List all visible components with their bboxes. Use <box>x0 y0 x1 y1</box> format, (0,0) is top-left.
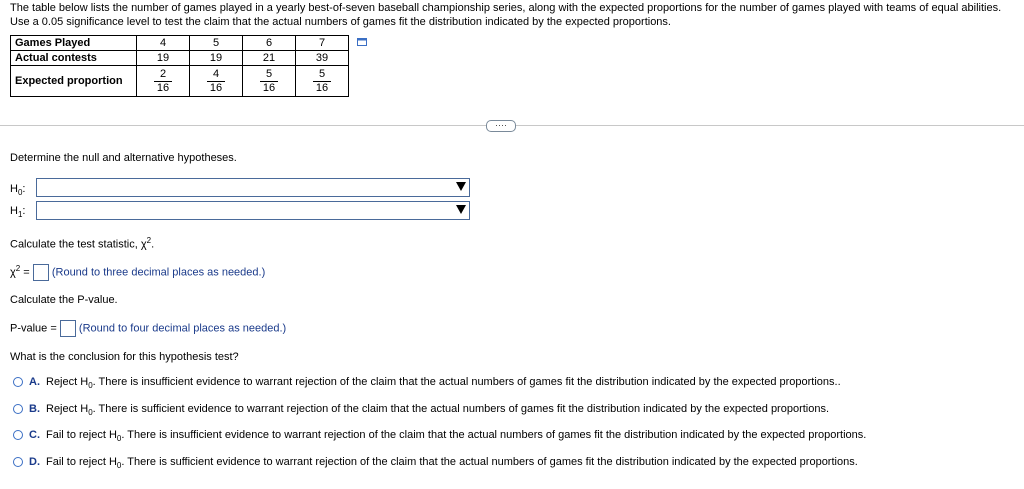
option-subscript: 0 <box>116 434 122 444</box>
row-label-games-played: Games Played <box>11 36 137 51</box>
option-subscript: 0 <box>116 461 122 471</box>
radio-icon[interactable] <box>13 404 23 414</box>
actual-cell: 21 <box>243 51 296 66</box>
games-cell: 5 <box>190 36 243 51</box>
actual-cell: 19 <box>190 51 243 66</box>
fraction-denominator: 16 <box>315 81 329 94</box>
h1-subscript: 1 <box>17 210 23 220</box>
test-stat-row <box>10 264 265 281</box>
option-text: . There is insufficient evidence to warrant rejection of the claim that the actual numbers of games fit the distribution indicated by the expected proportions. <box>121 429 867 441</box>
option-letter: A. <box>29 376 40 388</box>
pvalue-prompt: Calculate the P-value. <box>10 294 118 306</box>
pvalue-label: P-value = <box>10 322 57 335</box>
chi-square-hint: (Round to three decimal places as needed.) <box>51 266 266 279</box>
chi-square-label: χ <box>10 266 16 279</box>
games-cell: 6 <box>243 36 296 51</box>
option-letter: C. <box>29 429 40 441</box>
fraction <box>207 68 225 95</box>
option-subscript: 0 <box>88 408 93 418</box>
fraction-numerator: 2 <box>154 68 172 82</box>
option-letter: D. <box>29 456 40 468</box>
copy-icon[interactable] <box>357 38 367 46</box>
hypotheses-prompt: Determine the null and alternative hypotheses. <box>10 152 237 164</box>
row-label-actual: Actual contests <box>11 51 137 66</box>
h0-label <box>10 183 25 197</box>
option-a[interactable] <box>13 376 841 390</box>
h0-colon: : <box>22 183 26 195</box>
data-table <box>10 35 349 97</box>
chi-square-input[interactable] <box>33 264 49 281</box>
conclusion-prompt: What is the conclusion for this hypothesis test? <box>10 351 239 363</box>
row-label-expected: Expected proportion <box>11 66 137 97</box>
radio-icon[interactable] <box>13 377 23 387</box>
option-text: . There is insufficient evidence to warrant rejection of the claim that the actual numbers of games fit the distribution indicated by the expected proportions.. <box>92 376 841 388</box>
actual-cell: 39 <box>296 51 349 66</box>
games-cell: 4 <box>137 36 190 51</box>
option-b[interactable] <box>13 403 829 417</box>
h0-subscript: 0 <box>17 188 23 198</box>
test-stat-prompt <box>10 236 154 251</box>
fraction <box>154 68 172 95</box>
problem-statement: The table below lists the number of games played in a yearly best-of-seven baseball championship series, along with the expected proportions for the number of games played with teams of equal abilities. Use a 0.05 significance level to test the claim that the actual numbers of games fit the distribution indicated by the expected proportions. <box>10 2 1002 28</box>
test-stat-prompt-sup: 2 <box>146 236 152 245</box>
fraction <box>313 68 331 95</box>
chi-square-sup: 2 <box>15 264 21 273</box>
option-d[interactable] <box>13 456 858 470</box>
chi-square-equals: = <box>20 266 30 279</box>
games-cell: 7 <box>296 36 349 51</box>
chevron-down-icon[interactable] <box>456 182 466 191</box>
fraction-denominator: 16 <box>262 81 276 94</box>
actual-cell: 19 <box>137 51 190 66</box>
h1-select[interactable] <box>36 201 470 220</box>
h1-label <box>10 205 25 219</box>
option-letter: B. <box>29 403 40 415</box>
option-text: Fail to reject H <box>46 429 117 441</box>
h1-letter: H <box>10 205 18 217</box>
pvalue-input[interactable] <box>60 320 76 337</box>
h0-letter: H <box>10 183 18 195</box>
option-text: Reject H <box>46 376 89 388</box>
pvalue-hint: (Round to four decimal places as needed.) <box>78 322 287 335</box>
fraction-numerator: 5 <box>260 68 278 82</box>
fraction-numerator: 4 <box>207 68 225 82</box>
test-stat-prompt-text: Calculate the test statistic, χ <box>10 238 147 251</box>
option-text: Fail to reject H <box>46 456 117 468</box>
option-text: Reject H <box>46 403 89 415</box>
fraction-numerator: 5 <box>313 68 331 82</box>
option-text: . There is sufficient evidence to warrant rejection of the claim that the actual numbers of games fit the distribution indicated by the expected proportions. <box>92 403 830 415</box>
h1-colon: : <box>22 205 26 217</box>
expected-cell <box>137 66 190 97</box>
option-subscript: 0 <box>88 381 93 391</box>
table-row <box>11 66 349 97</box>
fraction-denominator: 16 <box>156 81 170 94</box>
expected-cell <box>243 66 296 97</box>
table-row <box>11 51 349 66</box>
option-text: . There is sufficient evidence to warrant rejection of the claim that the actual numbers of games fit the distribution indicated by the expected proportions. <box>121 456 858 468</box>
expected-cell <box>296 66 349 97</box>
fraction-denominator: 16 <box>209 81 223 94</box>
radio-icon[interactable] <box>13 430 23 440</box>
table-row <box>11 36 349 51</box>
expected-cell <box>190 66 243 97</box>
more-button[interactable]: ···· <box>486 120 516 132</box>
radio-icon[interactable] <box>13 457 23 467</box>
option-c[interactable] <box>13 429 866 443</box>
fraction <box>260 68 278 95</box>
test-stat-prompt-end: . <box>151 238 155 251</box>
h0-select[interactable] <box>36 178 470 197</box>
pvalue-row <box>10 320 286 337</box>
chevron-down-icon[interactable] <box>456 205 466 214</box>
